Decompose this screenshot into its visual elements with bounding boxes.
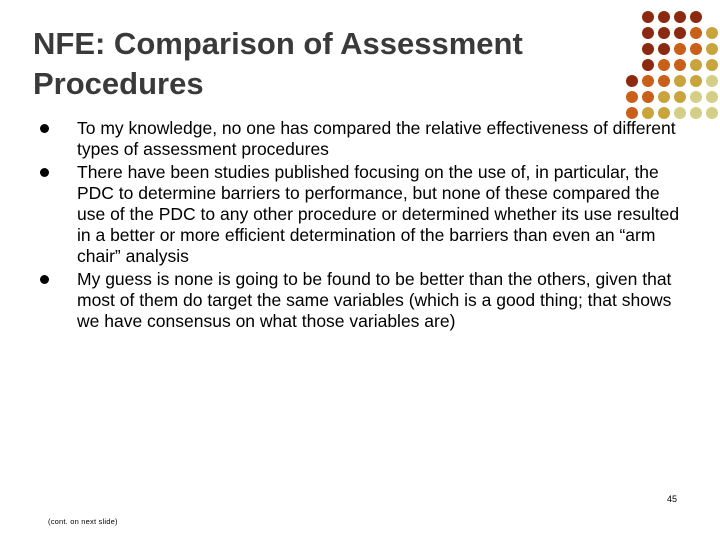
decorative-dot bbox=[674, 91, 686, 103]
slide-title: NFE: Comparison of Assessment Procedures bbox=[33, 26, 523, 101]
continuation-note: (cont. on next slide) bbox=[48, 517, 118, 526]
bullet-dot-icon bbox=[40, 275, 49, 284]
decorative-dot bbox=[690, 91, 702, 103]
decorative-dot bbox=[658, 75, 670, 87]
bullet-text: To my knowledge, no one has compared the relative effectiveness of different types of assessment procedures bbox=[77, 118, 676, 159]
bullet-dot-icon bbox=[40, 168, 49, 177]
bullet-list bbox=[40, 118, 690, 332]
decorative-dot bbox=[690, 11, 702, 23]
decorative-dot bbox=[642, 59, 654, 71]
decorative-dot bbox=[642, 11, 654, 23]
bullet-dot-icon bbox=[40, 124, 49, 133]
decorative-dot bbox=[690, 107, 702, 119]
decorative-dot bbox=[706, 91, 718, 103]
decorative-dot bbox=[674, 75, 686, 87]
decorative-dot bbox=[706, 59, 718, 71]
decorative-dot bbox=[658, 43, 670, 55]
decorative-dot bbox=[626, 91, 638, 103]
decorative-dot bbox=[642, 75, 654, 87]
decorative-dot bbox=[626, 75, 638, 87]
page-number: 45 bbox=[666, 494, 677, 504]
decorative-dot bbox=[706, 43, 718, 55]
decorative-dot bbox=[690, 43, 702, 55]
decorative-dot bbox=[674, 27, 686, 39]
decorative-dot bbox=[706, 107, 718, 119]
decorative-dot bbox=[690, 27, 702, 39]
decorative-dot bbox=[658, 91, 670, 103]
decorative-dot bbox=[706, 75, 718, 87]
decorative-dot bbox=[658, 59, 670, 71]
bullet-text: There have been studies published focusing on the use of, in particular, the PDC to determine barriers to performance, but none of these compared the use of the PDC to any other procedure or determined whether its use resulted in a better or more efficient determination of the barriers than even an “arm chair” analysis bbox=[77, 162, 680, 266]
decorative-dot bbox=[690, 75, 702, 87]
decorative-dot bbox=[642, 27, 654, 39]
decorative-dot bbox=[674, 43, 686, 55]
decorative-dot bbox=[690, 59, 702, 71]
decorative-dot bbox=[642, 43, 654, 55]
decorative-dot bbox=[658, 27, 670, 39]
decorative-dot bbox=[706, 27, 718, 39]
decorative-dot bbox=[674, 59, 686, 71]
decorative-dot bbox=[642, 91, 654, 103]
bullet-item bbox=[40, 162, 690, 267]
decorative-dot bbox=[658, 11, 670, 23]
bullet-item bbox=[40, 118, 690, 160]
bullet-item bbox=[40, 269, 690, 332]
decorative-dot bbox=[674, 11, 686, 23]
bullet-text: My guess is none is going to be found to be better than the others, given that most of them do target the same variables (which is a good thing; that shows we have consensus on what those variables are) bbox=[77, 269, 672, 331]
